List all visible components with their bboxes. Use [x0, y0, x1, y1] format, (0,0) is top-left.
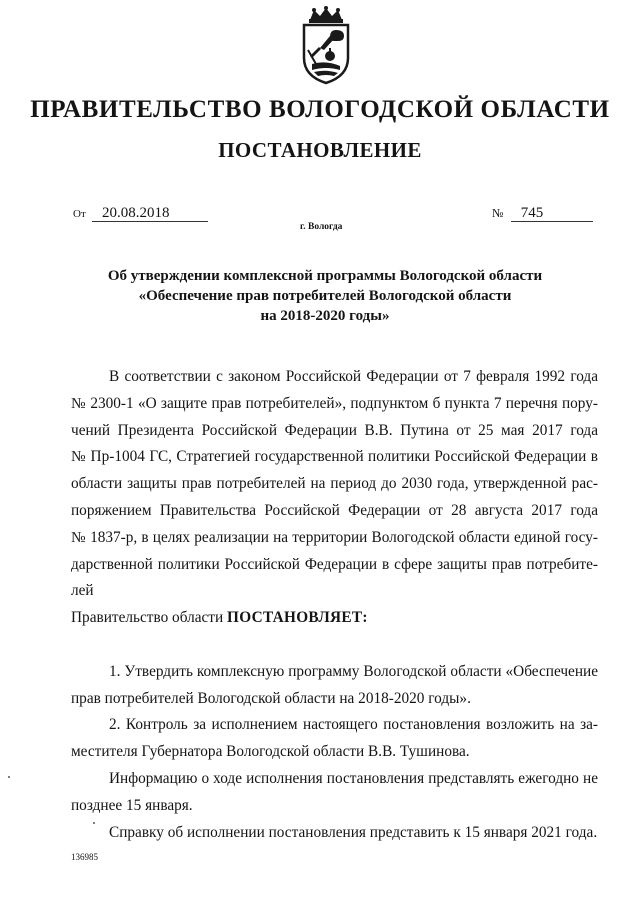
subject-line-3: на 2018-2020 годы» — [260, 308, 390, 324]
paragraph-gap — [71, 632, 598, 659]
decree-prefix: Правительство области — [71, 609, 224, 627]
date-field — [73, 205, 208, 222]
date-value: 20.08.2018 — [92, 205, 208, 222]
decree-word: ПОСТАНОВЛЯЕТ: — [227, 609, 368, 627]
item-3-line-2: позднее 15 января. — [71, 796, 193, 814]
item-1-line-1: 1. Утвердить комплексную программу Вологодской области «Обеспечение — [109, 662, 598, 680]
preamble-line: дарственной политики Российской Федерации в сфере защиты прав потребите- — [71, 555, 598, 573]
item-3-line-1: Информацию о ходе исполнения постановления представлять ежегодно не — [109, 769, 598, 787]
decree-line — [71, 605, 598, 632]
vologda-coat-of-arms-icon — [294, 6, 358, 86]
preamble-line: № 2300-1 «О защите прав потребителей», подпунктом б пункта 7 перечня пору- — [71, 394, 598, 412]
preamble-line: поряжением Правительства Российской Федерации от 28 августа 2017 года — [71, 501, 598, 519]
number-value: 745 — [511, 205, 593, 222]
number-field — [492, 205, 593, 222]
subject-line-1: Об утверждении комплексной программы Вологодской области — [107, 268, 543, 284]
preamble-line: № 1837-р, в целях реализации на территории Вологодской области единой госу- — [71, 528, 598, 546]
document-body — [71, 364, 598, 846]
scan-speck — [93, 822, 95, 824]
preamble-line: чений Президента Российской Федерации В.В. Путина от 25 мая 2017 года — [71, 421, 598, 439]
scan-speck — [8, 776, 10, 778]
item-2-line-1: 2. Контроль за исполнением настоящего постановления возложить на за- — [109, 716, 598, 734]
date-prefix: От — [73, 208, 86, 220]
item-1-line-2: прав потребителей Вологодской области на 2018-2020 годы». — [71, 689, 471, 707]
item-2-line-2: местителя Губернатора Вологодской области В.В. Тушинова. — [71, 743, 470, 761]
preamble-line: лей — [71, 582, 94, 600]
subject-line-2: «Обеспечение прав потребителей Вологодской области — [138, 288, 512, 304]
preamble-line: области защиты прав потребителей на период до 2030 года, утвержденной рас- — [71, 475, 598, 493]
footer-code: 136985 — [71, 852, 98, 862]
item-4-line-1: Справку об исполнении постановления представить к 15 января 2021 года. — [109, 823, 598, 841]
preamble-line: № Пр-1004 ГС, Стратегией государственной политики Российской Федерации в — [71, 448, 598, 466]
city-label: г. Вологда — [300, 222, 343, 232]
document-type-heading: ПОСТАНОВЛЕНИЕ — [218, 138, 422, 162]
document-subject — [90, 266, 560, 326]
number-prefix: № — [492, 206, 504, 220]
preamble-line: В соответствии с законом Российской Федерации от 7 февраля 1992 года — [109, 368, 598, 385]
government-title: ПРАВИТЕЛЬСТВО ВОЛОГОДСКОЙ ОБЛАСТИ — [30, 96, 610, 123]
